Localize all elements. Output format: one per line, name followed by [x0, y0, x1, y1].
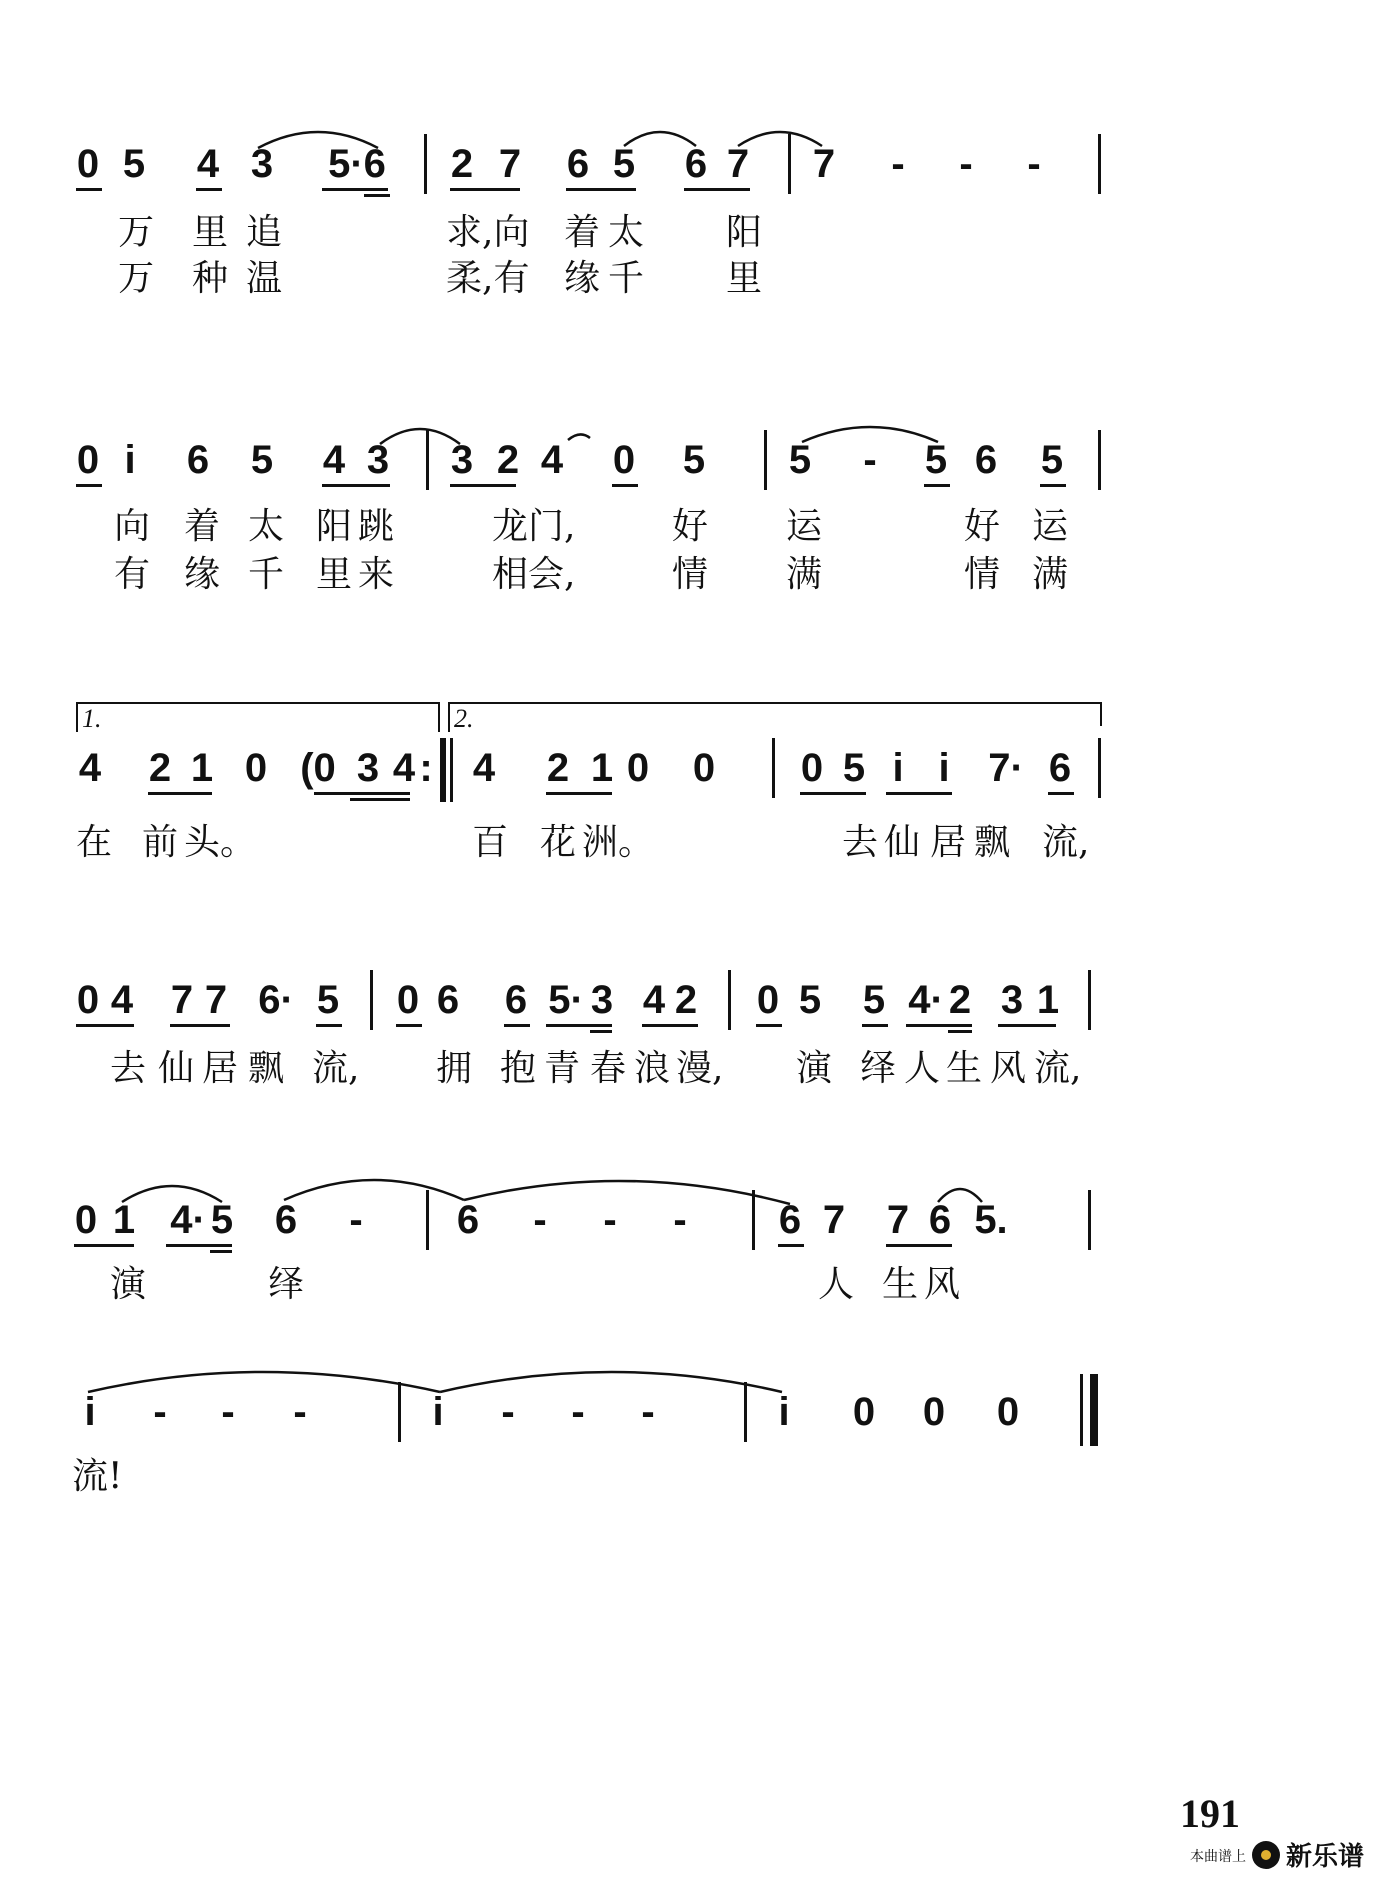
- lyric: 飘: [248, 1048, 285, 1089]
- lyric: 跳: [358, 506, 395, 547]
- lyric: 绎: [860, 1048, 897, 1089]
- note: 6: [504, 978, 528, 1022]
- note: 0: [612, 438, 636, 482]
- note: 5: [924, 438, 948, 482]
- lyrics-verse-2: [0, 552, 1390, 612]
- lyric: 飘: [974, 822, 1011, 863]
- slurs: [0, 140, 1390, 200]
- lyric: 生: [882, 1264, 919, 1305]
- note: 0: [244, 746, 268, 790]
- lyric: 向: [114, 506, 151, 547]
- lyric: 里: [192, 212, 229, 253]
- note: 1: [590, 746, 614, 790]
- underline: [1048, 792, 1074, 795]
- underline: [314, 792, 410, 795]
- note: 6: [274, 1198, 298, 1242]
- note: -: [863, 438, 877, 482]
- note: 6: [566, 142, 590, 186]
- lyric: 风: [924, 1264, 961, 1305]
- note: 5: [250, 438, 274, 482]
- underline: [76, 1024, 134, 1027]
- lyric: 演: [110, 1264, 147, 1305]
- underline: [998, 1024, 1056, 1027]
- lyric: 着: [184, 506, 221, 547]
- note: 5: [316, 978, 340, 1022]
- note: 5: [682, 438, 706, 482]
- note: 2: [450, 142, 474, 186]
- lyric: 流,: [1034, 1048, 1082, 1089]
- note: :: [419, 746, 433, 790]
- note: 7: [886, 1198, 910, 1242]
- note: 7: [498, 142, 522, 186]
- underline: [148, 792, 212, 795]
- slurs: [0, 1388, 1390, 1448]
- lyric: 漫,: [676, 1048, 724, 1089]
- lyric: 来: [358, 554, 395, 595]
- note: 4·: [170, 1198, 206, 1242]
- note: -: [891, 142, 905, 186]
- volta-bracket: [448, 702, 1100, 704]
- note: 5·6: [328, 142, 386, 186]
- note: 0: [76, 978, 100, 1022]
- underline: [642, 1024, 698, 1027]
- note: -: [533, 1198, 547, 1242]
- note: 5.: [974, 1198, 1008, 1242]
- note: 0: [996, 1390, 1020, 1434]
- note: 4·: [908, 978, 944, 1022]
- lyric: 柔,有: [446, 258, 530, 299]
- note: -: [1027, 142, 1041, 186]
- note: 0: [922, 1390, 946, 1434]
- lyrics-verse-1: [0, 1046, 1390, 1106]
- note: -: [959, 142, 973, 186]
- note: 5: [1040, 438, 1064, 482]
- lyric: 洲。: [582, 822, 655, 863]
- volta-1-label: 1.: [82, 704, 102, 733]
- slurs: [0, 1196, 1390, 1256]
- note: 2: [674, 978, 698, 1022]
- lyric: 情: [672, 554, 709, 595]
- note: 7: [204, 978, 228, 1022]
- lyric: 去: [842, 822, 879, 863]
- barline: [772, 738, 775, 798]
- lyric: 种: [192, 258, 229, 299]
- note: 3: [1000, 978, 1024, 1022]
- note: 0: [396, 978, 420, 1022]
- note: 6: [778, 1198, 802, 1242]
- note: i: [124, 438, 136, 482]
- lyric: 好: [964, 506, 1001, 547]
- note: 0: [76, 438, 100, 482]
- underline: [504, 1024, 530, 1027]
- note: 6: [1048, 746, 1072, 790]
- note: 4: [472, 746, 496, 790]
- note: 6: [456, 1198, 480, 1242]
- note: 0: [692, 746, 716, 790]
- lyric: 里: [726, 258, 763, 299]
- underline: [170, 1024, 230, 1027]
- note: 0: [626, 746, 650, 790]
- lyric: 阳: [726, 212, 763, 253]
- note: 7: [726, 142, 750, 186]
- note: 1: [112, 1198, 136, 1242]
- lyric: 好: [672, 506, 709, 547]
- lyric: 缘: [564, 258, 601, 299]
- lyrics-verse-1: [0, 1454, 1390, 1514]
- note: -: [571, 1390, 585, 1434]
- lyric: 在: [76, 822, 113, 863]
- lyrics-verse-2: [0, 256, 1390, 316]
- notes-row: [0, 976, 1390, 1036]
- note: 3: [250, 142, 274, 186]
- note: -: [641, 1390, 655, 1434]
- note: 5: [788, 438, 812, 482]
- note: i: [892, 746, 904, 790]
- lyric: 相会,: [492, 554, 576, 595]
- volta-2-label: 2.: [454, 704, 474, 733]
- note: 7: [812, 142, 836, 186]
- barline: [728, 970, 731, 1030]
- lyric: 运: [786, 506, 823, 547]
- note: 6: [186, 438, 210, 482]
- volta-bracket: [76, 702, 78, 732]
- volta-bracket: [438, 702, 440, 732]
- note: 0: [756, 978, 780, 1022]
- note: 2: [496, 438, 520, 482]
- lyric: 仙: [158, 1048, 195, 1089]
- lyric: 去: [110, 1048, 147, 1089]
- underline: [886, 792, 952, 795]
- note: 0: [76, 142, 100, 186]
- note: 0: [800, 746, 824, 790]
- lyric: 追: [246, 212, 283, 253]
- note: 5: [210, 1198, 234, 1242]
- lyric: 龙门,: [492, 506, 576, 547]
- underline: [546, 792, 612, 795]
- note: 4: [540, 438, 564, 482]
- notes-row: [0, 744, 1390, 804]
- note: 1: [190, 746, 214, 790]
- note: 5: [122, 142, 146, 186]
- underline: [590, 1030, 612, 1033]
- lyric: 百: [472, 822, 509, 863]
- lyric: 绎: [268, 1264, 305, 1305]
- note: i: [938, 746, 950, 790]
- note: 6: [974, 438, 998, 482]
- note: 7: [822, 1198, 846, 1242]
- barline: [1098, 738, 1101, 798]
- lyric: 千: [248, 554, 285, 595]
- repeat-barline: [450, 738, 453, 802]
- note: 4: [196, 142, 220, 186]
- note: -: [501, 1390, 515, 1434]
- note: -: [673, 1198, 687, 1242]
- note: i: [432, 1390, 444, 1434]
- note: 3: [366, 438, 390, 482]
- note: -: [349, 1198, 363, 1242]
- barline: [1088, 970, 1091, 1030]
- note: 6: [684, 142, 708, 186]
- note: 2: [948, 978, 972, 1022]
- note: 5: [862, 978, 886, 1022]
- note: 4: [322, 438, 346, 482]
- lyric: 春: [590, 1048, 627, 1089]
- note: 3: [590, 978, 614, 1022]
- note: 3: [356, 746, 380, 790]
- lyric: 人: [904, 1048, 941, 1089]
- lyric: 阳: [316, 506, 353, 547]
- lyric: 温: [246, 258, 283, 299]
- lyric: 求,向: [446, 212, 530, 253]
- note: -: [293, 1390, 307, 1434]
- lyric: 着: [564, 212, 601, 253]
- lyric: 万: [118, 212, 155, 253]
- lyric: 缘: [184, 554, 221, 595]
- underline: [756, 1024, 782, 1027]
- lyric: 头。: [184, 822, 257, 863]
- lyric: 演: [796, 1048, 833, 1089]
- note: 4: [642, 978, 666, 1022]
- note: -: [221, 1390, 235, 1434]
- underline: [350, 798, 410, 801]
- lyric: 运: [1032, 506, 1069, 547]
- note: 5: [842, 746, 866, 790]
- note: 5: [612, 142, 636, 186]
- lyric: 拥: [436, 1048, 473, 1089]
- lyric: 风: [990, 1048, 1027, 1089]
- note: 1: [1036, 978, 1060, 1022]
- note: 4: [392, 746, 416, 790]
- lyric: 里: [316, 554, 353, 595]
- volta-bracket: [448, 702, 450, 732]
- underline: [862, 1024, 888, 1027]
- lyric: 太: [608, 212, 645, 253]
- lyric: 仙: [884, 822, 921, 863]
- note: 5·: [548, 978, 584, 1022]
- underline: [316, 1024, 342, 1027]
- underline: [906, 1024, 972, 1027]
- note: 0: [852, 1390, 876, 1434]
- lyric: 生: [946, 1048, 983, 1089]
- lyrics-verse-1: [0, 820, 1390, 880]
- lyric: 居: [202, 1048, 239, 1089]
- note: 6·: [258, 978, 294, 1022]
- brand-logo: [1252, 1836, 1364, 1873]
- slurs: [0, 436, 1390, 496]
- lyric: 流,: [1042, 822, 1090, 863]
- footer-caption: 本曲谱上: [1190, 1849, 1246, 1865]
- lyric: 流,: [312, 1048, 360, 1089]
- underline: [396, 1024, 422, 1027]
- lyric: 满: [1032, 554, 1069, 595]
- note: 2: [546, 746, 570, 790]
- lyric: 千: [608, 258, 645, 299]
- disc-icon: [1252, 1841, 1280, 1869]
- lyric: 居: [930, 822, 967, 863]
- lyric: 青: [544, 1048, 581, 1089]
- page-number: 191: [1180, 1791, 1240, 1836]
- note: (0: [300, 746, 336, 790]
- volta-bracket: [1100, 702, 1102, 726]
- note: 4: [78, 746, 102, 790]
- note: 6: [928, 1198, 952, 1242]
- underline: [546, 1024, 612, 1027]
- note: 7·: [988, 746, 1024, 790]
- note: -: [603, 1198, 617, 1242]
- lyric: 情: [964, 554, 1001, 595]
- lyric: 前: [142, 822, 179, 863]
- lyric: 人: [818, 1264, 855, 1305]
- lyric: 花: [540, 822, 577, 863]
- note: -: [153, 1390, 167, 1434]
- underline: [948, 1030, 972, 1033]
- note: 5: [798, 978, 822, 1022]
- underline: [800, 792, 866, 795]
- note: i: [778, 1390, 790, 1434]
- lyric: 浪: [634, 1048, 671, 1089]
- note: 3: [450, 438, 474, 482]
- volta-bracket: [76, 702, 440, 704]
- lyric: 太: [248, 506, 285, 547]
- brand-name: 新乐谱: [1286, 1842, 1365, 1872]
- note: i: [84, 1390, 96, 1434]
- lyrics-verse-1: [0, 1262, 1390, 1322]
- lyric: 万: [118, 258, 155, 299]
- lyric: 满: [786, 554, 823, 595]
- lyric: 抱: [500, 1048, 537, 1089]
- note: 4: [110, 978, 134, 1022]
- note: 6: [436, 978, 460, 1022]
- lyric: 流!: [72, 1456, 123, 1497]
- barline: [370, 970, 373, 1030]
- note: 2: [148, 746, 172, 790]
- note: 7: [170, 978, 194, 1022]
- repeat-barline: [440, 738, 446, 802]
- note: 0: [74, 1198, 98, 1242]
- lyric: 有: [114, 554, 151, 595]
